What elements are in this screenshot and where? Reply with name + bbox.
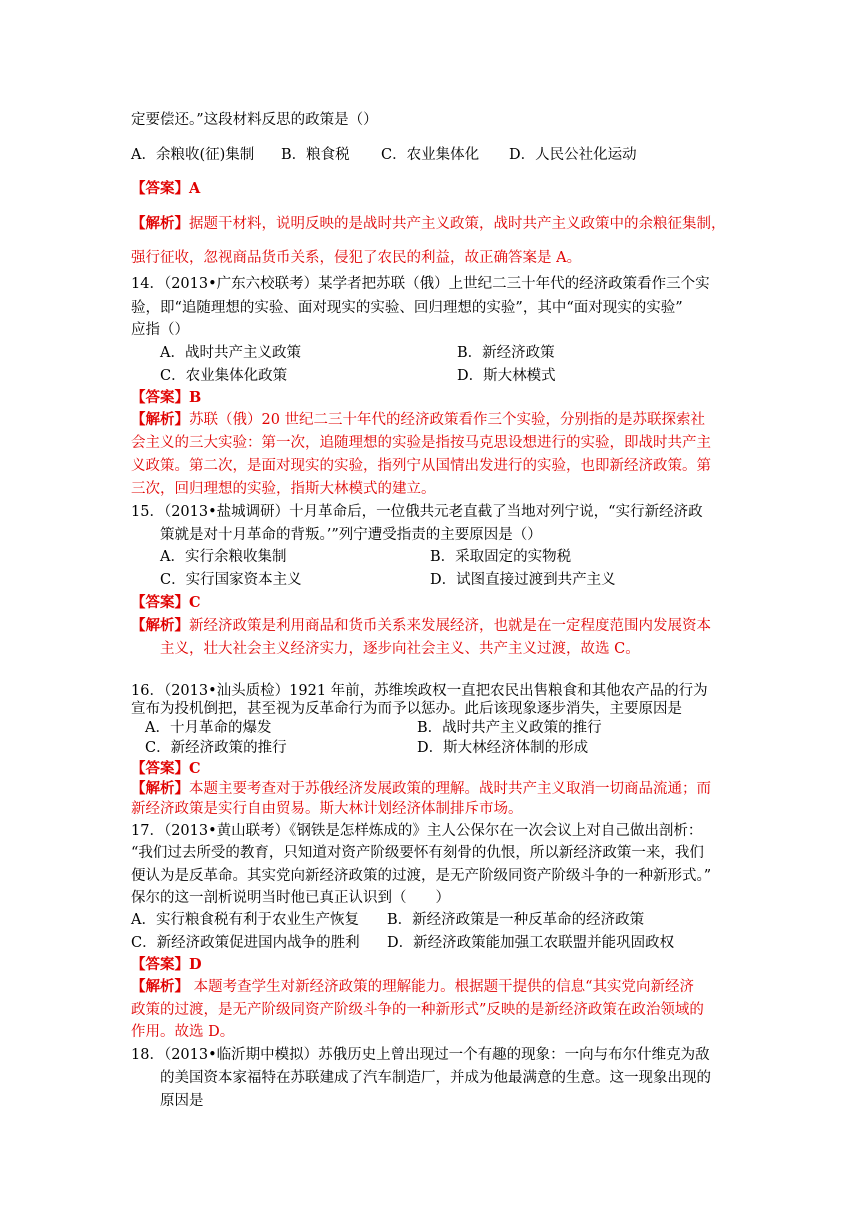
q14-analysis-line-4: 三次，回归理想的实验，指斯大林模式的建立。	[131, 481, 436, 497]
answer-value: A	[189, 180, 201, 197]
q14-stem-line-3: 应指（）	[131, 322, 189, 338]
q14-option-d: D．斯大林模式	[457, 368, 556, 384]
q14-option-a: A．战时共产主义政策	[160, 345, 301, 361]
q16-stem-line-2: 宣布为投机倒把，甚至视为反革命行为而予以惩办。此后该现象逐步消失，主要原因是	[131, 701, 682, 717]
answer-tag: 【答案】	[131, 180, 189, 197]
q16-option-c: C．新经济政策的推行	[145, 740, 287, 756]
analysis-tag: 【解析】	[131, 617, 189, 634]
answer-value: C	[189, 760, 201, 777]
answer-value: D	[189, 956, 202, 973]
answer-tag: 【答案】	[131, 594, 189, 611]
q13-analysis-line-1	[131, 214, 726, 234]
q16-option-d: D．斯大林经济体制的形成	[417, 740, 589, 756]
q15-option-b: B．采取固定的实物税	[430, 549, 572, 565]
q17-option-a: A．实行粮食税有利于农业生产恢复	[131, 912, 359, 928]
analysis-text: 本题主要考查对于苏俄经济发展政策的理解。战时共产主义取消一切商品流通；而	[189, 781, 711, 797]
answer-tag: 【答案】	[131, 956, 189, 973]
q16-option-a: A．十月革命的爆发	[145, 720, 272, 736]
analysis-text: 据题干材料，说明反映的是战时共产主义政策，战时共产主义政策中的余粮征集制，	[189, 216, 726, 232]
analysis-text: 新经济政策是利用商品和货币关系来发展经济，也就是在一定程度范围内发展资本	[189, 618, 711, 634]
answer-tag: 【答案】	[131, 389, 189, 406]
analysis-text: 苏联（俄）20 世纪二三十年代的经济政策看作三个实验，分别指的是苏联探索社	[189, 412, 706, 428]
q13-stem: 定要偿还。”这段材料反思的政策是（）	[131, 112, 378, 128]
q14-option-c: C．农业集体化政策	[160, 368, 288, 384]
q15-stem-line-1: 15．（2013•盐城调研）十月革命后，一位俄共元老直截了当地对列宁说，“实行新经济政	[131, 504, 703, 520]
q14-option-b: B．新经济政策	[457, 345, 555, 361]
q17-answer	[131, 955, 202, 975]
q15-analysis-line-1	[131, 616, 711, 636]
q13-option-a: A．余粮收(征)集制	[131, 147, 255, 163]
q17-stem-line-2: “我们过去所受的教育，只知道对资产阶级要怀有刻骨的仇恨，所以新经济政策一来，我们	[131, 845, 704, 861]
q17-analysis-line-1	[131, 977, 694, 997]
answer-value: B	[189, 389, 202, 406]
answer-value: C	[189, 594, 201, 611]
q17-option-b: B．新经济政策是一种反革命的经济政策	[387, 912, 645, 928]
q14-analysis-line-3: 义政策。第二次，是面对现实的实验，指列宁从国情出发进行的实验，也即新经济政策。第	[131, 458, 711, 474]
q18-stem-line-2: 的美国资本家福特在苏联建成了汽车制造厂，并成为他最满意的生意。这一现象出现的	[160, 1070, 711, 1086]
q13-option-c: C．农业集体化	[381, 147, 480, 163]
analysis-tag: 【解析】	[131, 215, 189, 232]
q17-analysis-line-2: 政策的过渡，是无产阶级同资产阶级斗争的一种新形式”反映的是新经济政策在政治领域的	[131, 1002, 704, 1018]
q15-option-a: A．实行余粮收集制	[160, 549, 287, 565]
q14-analysis-line-1	[131, 410, 705, 430]
q15-answer	[131, 593, 201, 613]
q17-stem-line-4: 保尔的这一剖析说明当时他已真正认识到（ ）	[131, 890, 450, 906]
q15-stem-line-2: 策就是对十月革命的背叛。’”列宁遭受指责的主要原因是（）	[160, 527, 542, 543]
analysis-tag: 【解析】	[131, 978, 189, 995]
answer-tag: 【答案】	[131, 760, 189, 777]
q13-option-d: D．人民公社化运动	[509, 147, 637, 163]
q17-stem-line-3: 便认为是反革命。其实党向新经济政策的过渡，是无产阶级同资产阶级斗争的一种新形式。”	[131, 868, 712, 884]
q17-analysis-line-3: 作用。故选 D。	[131, 1024, 235, 1040]
analysis-tag: 【解析】	[131, 780, 189, 797]
q13-analysis-line-2: 强行征收，忽视商品货币关系，侵犯了农民的利益，故正确答案是 A。	[131, 250, 582, 266]
q17-option-d: D．新经济政策能加强工农联盟并能巩固政权	[387, 935, 675, 951]
analysis-tag: 【解析】	[131, 411, 189, 428]
q13-answer	[131, 179, 200, 199]
q16-option-b: B．战时共产主义政策的推行	[417, 720, 602, 736]
q16-analysis-line-1	[131, 779, 711, 799]
q14-stem-line-2: 验，即“追随理想的实验、面对现实的实验、回归理想的实验”，其中“面对现实的实验”	[131, 300, 683, 316]
q18-stem-line-1: 18．（2013•临沂期中模拟）苏俄历史上曾出现过一个有趣的现象：一向与布尔什维克为敌	[131, 1047, 710, 1063]
q15-analysis-line-2: 主义，壮大社会主义经济实力，逐步向社会主义、共产主义过渡，故选 C。	[160, 641, 640, 657]
q16-stem-line-1: 16．（2013•汕头质检）1921 年前，苏维埃政权一直把农民出售粮食和其他农产品的行为	[131, 683, 708, 699]
q14-stem-line-1: 14．（2013•广东六校联考）某学者把苏联（俄）上世纪二三十年代的经济政策看作三个实	[131, 276, 710, 292]
analysis-text: 本题考查学生对新经济政策的理解能力。根据题干提供的信息“其实党向新经济	[189, 979, 695, 995]
q15-option-c: C．实行国家资本主义	[160, 572, 302, 588]
q17-stem-line-1: 17．（2013•黄山联考）《钢铁是怎样炼成的》主人公保尔在一次会议上对自己做出剖析：	[131, 823, 703, 839]
q17-option-c: C．新经济政策促进国内战争的胜利	[131, 935, 360, 951]
q14-analysis-line-2: 会主义的三大实验：第一次，追随理想的实验是指按马克思设想进行的实验，即战时共产主	[131, 435, 711, 451]
q16-analysis-line-2: 新经济政策是实行自由贸易。斯大林计划经济体制排斥市场。	[131, 801, 523, 817]
q15-option-d: D．试图直接过渡到共产主义	[430, 572, 616, 588]
q13-option-b: B．粮食税	[281, 147, 350, 163]
q16-answer	[131, 759, 201, 779]
q18-stem-line-3: 原因是	[160, 1093, 204, 1109]
q14-answer	[131, 388, 201, 408]
